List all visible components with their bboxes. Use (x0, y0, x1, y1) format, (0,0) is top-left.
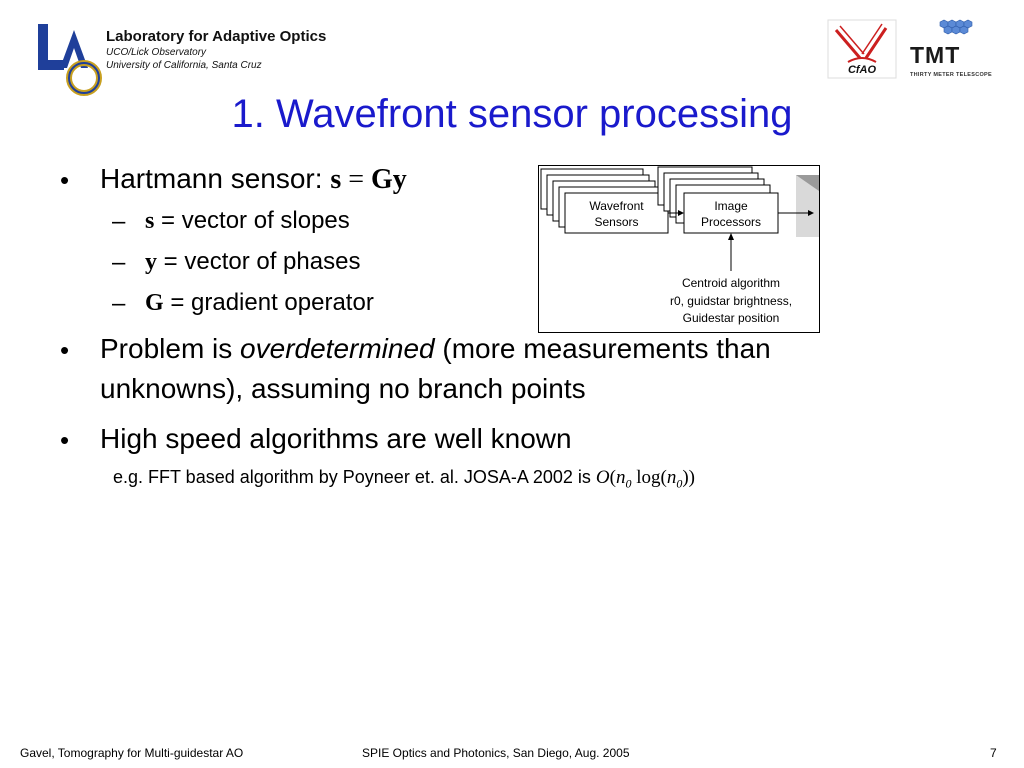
note-centroid: Centroid algorithm (681, 276, 781, 290)
var-n: n (666, 467, 677, 488)
subscript-0: 0 (676, 476, 683, 491)
dash-marker: – (112, 249, 126, 276)
algorithm-note-text: e.g. FFT based algorithm by Poyneer et. al. JOSA-A 2002 is (113, 467, 596, 487)
sub-bullet-s-text: = vector of slopes (154, 207, 350, 234)
var-s: s (145, 208, 155, 234)
var-G: G (145, 290, 164, 316)
lao-logo (36, 20, 104, 96)
subscript-0: 0 (625, 476, 632, 491)
equals-sign: = (341, 164, 372, 195)
lab-subtitle-university: University of California, Santa Cruz (106, 60, 262, 71)
paren-open: ( (609, 467, 616, 488)
tmt-subtitle: THIRTY METER TELESCOPE (910, 72, 992, 78)
sub-bullet-y-text: = vector of phases (157, 248, 361, 275)
bullet-hartmann (100, 163, 407, 196)
sub-bullet-y (145, 248, 360, 276)
var-y: y (145, 249, 157, 275)
overdetermined-emphasis: overdetermined (240, 333, 435, 364)
note-brightness: r0, guidstar brightness, (669, 294, 793, 308)
sub-bullet-G-text: = gradient operator (163, 289, 374, 316)
bullet-marker: • (60, 425, 70, 455)
lab-title: Laboratory for Adaptive Optics (106, 28, 327, 45)
sub-bullet-G (145, 289, 374, 317)
dash-marker: – (112, 208, 126, 235)
dash-marker: – (112, 290, 126, 317)
cfao-logo (826, 18, 898, 80)
log-function: log( (631, 467, 667, 488)
bullet-marker: • (60, 165, 70, 195)
lab-subtitle-observatory: UCO/Lick Observatory (106, 47, 207, 58)
bullet-marker: • (60, 335, 70, 365)
tmt-label: TMT (910, 42, 961, 68)
wfs-processing-diagram (538, 165, 820, 333)
ip-label-line1: Image (714, 199, 748, 213)
bullet-overdetermined-prefix: Problem is (100, 333, 241, 364)
big-o: O (595, 467, 610, 488)
algorithm-note (113, 467, 695, 492)
wfs-label-line2: Sensors (594, 215, 639, 229)
footer-conference: SPIE Optics and Photonics, San Diego, Aug. 2005 (362, 746, 630, 760)
bullet-overdetermined (100, 333, 771, 365)
paren-close: )) (682, 467, 695, 488)
wfs-label-line1: Wavefront (589, 199, 644, 213)
var-n: n (615, 467, 626, 488)
bullet-overdetermined-suffix: (more measurements than (434, 333, 771, 364)
footer-page-number: 7 (990, 746, 997, 760)
slide-title: 1. Wavefront sensor processing (231, 92, 793, 136)
var-Gy: Gy (371, 164, 407, 195)
bullet-overdetermined-line2: unknowns), assuming no branch points (100, 373, 586, 404)
note-position: Guidestar position (682, 311, 780, 325)
bullet-algorithms: High speed algorithms are well known (100, 423, 572, 454)
footer-author: Gavel, Tomography for Multi-guidestar AO (20, 746, 244, 760)
bullet-hartmann-text: Hartmann sensor: (100, 163, 331, 194)
ip-label-line2: Processors (700, 215, 762, 229)
cfao-label: CfAO (847, 64, 877, 76)
sub-bullet-s (145, 207, 350, 235)
var-s: s (330, 164, 342, 195)
